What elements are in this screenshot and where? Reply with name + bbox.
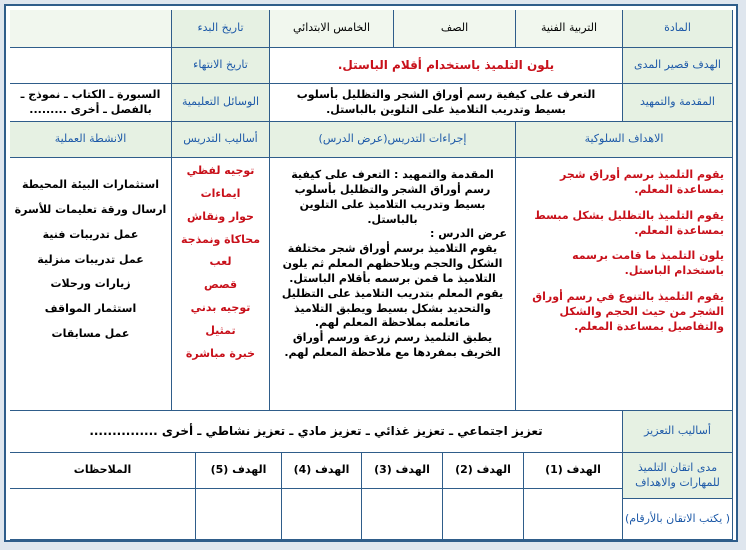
goal-4-entry[interactable] (282, 489, 362, 540)
subject-label: المادة (623, 10, 733, 48)
activity-item: استثمارات البيئة المحيطة (22, 178, 160, 191)
objective-item: يقوم التلميذ بالتظليل بشكل مبسط بمساعدة المعلم. (534, 208, 724, 237)
end-date-value (10, 48, 172, 84)
intro-value: التعرف على كيفية رسم أوراق الشجر والتظليل بأسلوب بسيط وتدريب التلاميذ على التلوين بالباستل. (270, 84, 623, 122)
activity-item: عمل تدريبات فنية (42, 227, 139, 241)
procedure-intro-title: المقدمة والتمهيد : (394, 168, 494, 181)
aids-line-2: بالفصل ـ أخرى ......... (29, 102, 152, 116)
procedures-content (270, 158, 516, 411)
procedure-step: يطبق التلميذ رسم زرعة ورسم أوراق الخريف بمفردها مع ملاحظة المعلم لهم. (284, 331, 501, 360)
objectives-list (516, 158, 733, 411)
method-item: محاكاة ونمذجة (181, 232, 261, 246)
activity-item: ارسال ورقة تعليمات للأسرة (14, 202, 167, 216)
notes-label: الملاحظات (10, 453, 196, 489)
procedures-header: إجراءات التدريس(عرض الدرس) (270, 122, 516, 158)
activity-item: زيارات ورحلات (50, 277, 131, 291)
goal-3: الهدف (3) (362, 453, 443, 489)
start-date-value (10, 10, 172, 48)
notes-entry[interactable] (10, 489, 196, 540)
objective-item: يقوم التلميذ بالتنوع في رسم أوراق الشجر من حيث الحجم والشكل والتفاصيل بمساعدة المعلم. (532, 290, 724, 333)
goal-3-entry[interactable] (362, 489, 443, 540)
method-item: لعب (209, 255, 232, 269)
subject-value: التربية الفنية (516, 10, 623, 48)
goal-4: الهدف (4) (282, 453, 362, 489)
goal-2: الهدف (2) (443, 453, 524, 489)
activities-header: الانشطة العملية (10, 122, 172, 158)
short-goal-label: الهدف قصير المدى (623, 48, 733, 84)
procedure-step: يقوم المعلم بتدريب التلاميذ على التظليل والتحديد بشكل بسيط ويطبق التلاميذ ماتعلمه بملاحظة المعلم لهم. (281, 286, 504, 330)
goal-1: الهدف (1) (524, 453, 623, 489)
methods-list (172, 158, 270, 411)
mastery-footer: ( يكتب الاتقان بالأرقام) (623, 499, 733, 540)
activity-item: عمل مسابقات (51, 327, 130, 341)
start-date-label: تاريخ البدء (172, 10, 270, 48)
method-item: حوار ونقاش (187, 209, 254, 223)
lesson-plan-table (4, 4, 738, 542)
grade-label: الصف (394, 10, 516, 48)
activity-item: استثمار المواقف (44, 302, 137, 316)
objective-item: يقوم التلميذ برسم أوراق شجر بمساعدة المعلم. (560, 168, 724, 196)
method-item: خبرة مباشرة (185, 346, 256, 360)
procedure-intro (278, 168, 507, 227)
methods-header: أساليب التدريس (172, 122, 270, 158)
method-item: قصص (203, 278, 238, 292)
goal-5: الهدف (5) (196, 453, 282, 489)
procedure-intro-text: التعرف على كيفية رسم أوراق الشجر والتظليل بأسلوب بسيط وتدريب التلاميذ على التلوين بالباستل. (291, 168, 491, 226)
activities-list (10, 158, 172, 411)
reinforcement-value: تعزيز اجتماعي ـ تعزيز غذائي ـ تعزيز مادي ـ تعزيز نشاطي ـ أخرى ............... (10, 411, 623, 453)
reinforcement-label: أساليب التعزيز (623, 411, 733, 453)
aids-label: الوسائل التعليمية (172, 84, 270, 122)
grade-value: الخامس الابتدائي (270, 10, 394, 48)
aids-line-1: السبورة ـ الكتاب ـ نموذج ـ (20, 87, 161, 101)
activity-item: عمل تدريبات منزلية (37, 252, 144, 266)
goal-5-entry[interactable] (196, 489, 282, 540)
method-item: توجيه بدني (190, 301, 251, 315)
goal-2-entry[interactable] (443, 489, 524, 540)
objective-item: يلون التلميذ ما قامت برسمه باستخدام الباستل. (572, 249, 724, 278)
mastery-label: مدى اتقان التلميذ للمهارات والاهداف (623, 453, 733, 499)
procedure-lesson-title: عرض الدرس : (430, 227, 507, 241)
method-item: توجيه لفظي (186, 164, 255, 177)
short-goal-value: يلون التلميذ باستخدام أقلام الباستل. (270, 48, 623, 84)
aids-value (10, 84, 172, 122)
method-item: تمثيل (205, 323, 236, 337)
goal-1-entry[interactable] (524, 489, 623, 540)
end-date-label: تاريخ الانتهاء (172, 48, 270, 84)
intro-label: المقدمة والتمهيد (623, 84, 733, 122)
objectives-header: الاهداف السلوكية (516, 122, 733, 158)
procedure-step: يقوم التلاميذ برسم أوراق شجر مختلفة الشكل والحجم ويلاحظهم المعلم ثم يلون التلاميذ ما قمن برسمه بأقلام الباستل. (282, 242, 503, 285)
method-item: ايماءات (200, 186, 241, 200)
